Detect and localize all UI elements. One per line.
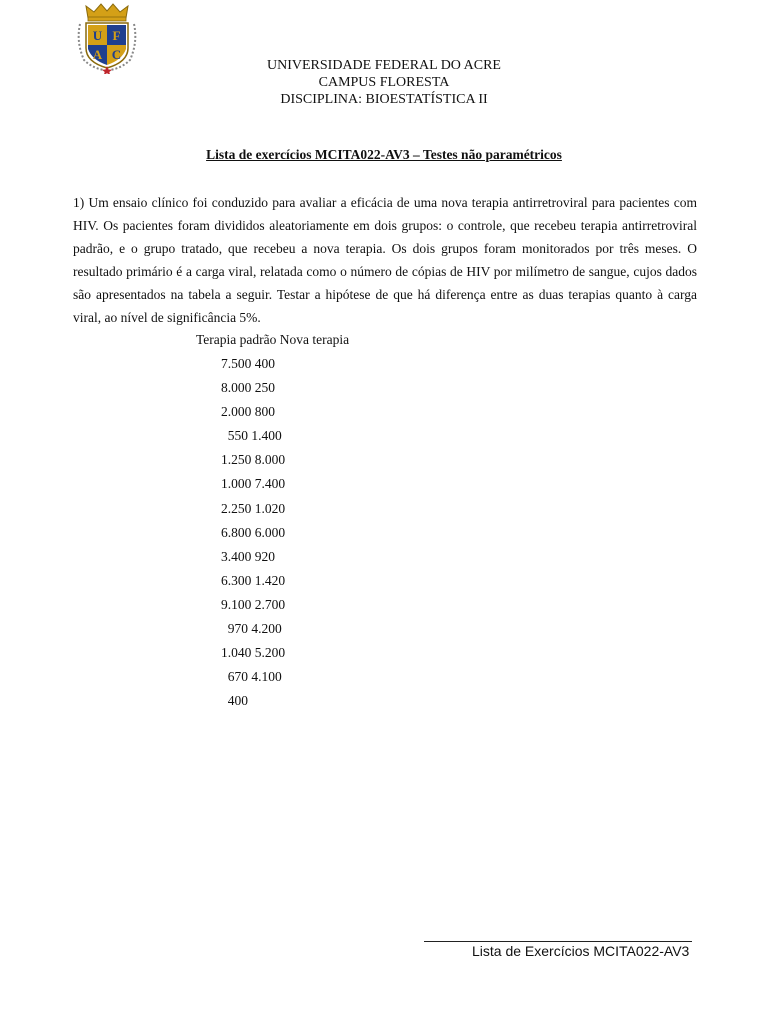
table-row: 2.250 1.020 <box>221 500 286 516</box>
table-row: 3.400 920 <box>221 548 275 564</box>
document-header <box>0 57 768 108</box>
table-row: 1.250 8.000 <box>221 452 286 468</box>
question-1-text: 1) Um ensaio clínico foi conduzido para avaliar a eficácia de uma nova terapia antirretroviral para pacientes com HIV. Os pacientes foram divididos aleatoriamente em dois grupos: o controle, que recebeu terapia antirretroviral padrão, e o grupo tratado, que recebeu a nova terapia. Os dois grupos foram monitorados por três meses. O resultado primário é a carga viral, relatada como o número de cópias de HIV por milímetro de sangue, cujos dados são apresentados na tabela a seguir. Testar a hipótese de que há diferença entre as duas terapias quanto à carga viral, ao nível de significância 5%. <box>73 195 697 325</box>
footer-divider <box>424 941 692 942</box>
table-row: 6.800 6.000 <box>221 524 286 540</box>
table-row: 400 <box>221 693 248 709</box>
discipline-name: DISCIPLINA: BIOESTATÍSTICA II <box>280 92 488 107</box>
table-row: 970 4.200 <box>221 621 282 637</box>
table-row: 2.000 800 <box>221 404 275 420</box>
logo-letter-a: A <box>92 47 103 62</box>
logo-letter-u: U <box>92 28 103 43</box>
table-row: 1.040 5.200 <box>221 645 286 661</box>
logo-letter-f: F <box>112 28 121 43</box>
table-row: 7.500 400 <box>221 356 275 371</box>
data-table-rows <box>221 355 285 716</box>
table-row: 6.300 1.420 <box>221 572 286 588</box>
table-row: 670 4.100 <box>221 669 282 685</box>
data-table-header: Terapia padrão Nova terapia <box>196 332 350 347</box>
exercise-list-title: Lista de exercícios MCITA022-AV3 – Testes não paramétricos <box>206 147 562 162</box>
university-name: UNIVERSIDADE FEDERAL DO ACRE <box>267 58 501 73</box>
table-row: 9.100 2.700 <box>221 596 286 612</box>
table-row: 1.000 7.400 <box>221 476 286 492</box>
table-row: 550 1.400 <box>221 428 282 444</box>
logo-letter-c: C <box>111 47 122 62</box>
campus-name: CAMPUS FLORESTA <box>318 75 450 90</box>
table-row: 8.000 250 <box>221 380 275 396</box>
footer-label: Lista de Exercícios MCITA022-AV3 <box>472 943 690 959</box>
